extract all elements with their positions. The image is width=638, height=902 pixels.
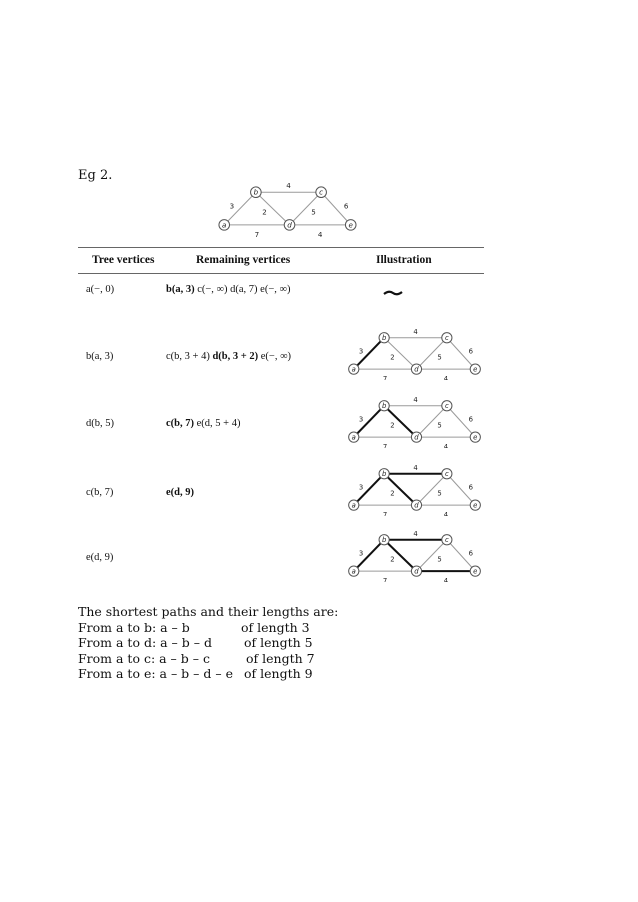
vertex-label-a: a: [222, 220, 227, 230]
vertex-label-d: d: [414, 433, 419, 442]
edge-weight-b-d: 2: [390, 555, 395, 564]
vertex-label-d: d: [414, 567, 419, 576]
illustration-graph-row-3: [342, 462, 490, 516]
edge-weight-c-d: 5: [437, 489, 442, 498]
edge-weight-a-b: 3: [358, 483, 364, 492]
header-illustration: Illustration: [376, 254, 432, 266]
vertex-label-d: d: [287, 220, 292, 230]
tree-vertex-row-1: b(a, 3): [86, 351, 114, 362]
edge-weight-d-e: 4: [443, 442, 449, 448]
vertex-label-c: c: [319, 187, 324, 197]
edge-c-d: [290, 192, 322, 225]
edge-weight-d-e: 4: [443, 374, 449, 380]
summary-intro: The shortest paths and their lengths are:: [78, 604, 339, 619]
edge-weight-c-e: 6: [468, 549, 474, 558]
vertex-label-e: e: [473, 501, 478, 510]
vertex-label-b: b: [381, 470, 387, 479]
remaining-row-3: e(d, 9): [166, 487, 194, 498]
edge-weight-a-d: 7: [382, 442, 388, 448]
edge-b-d: [256, 192, 290, 225]
vertex-label-c: c: [444, 402, 449, 411]
vertex-label-c: c: [444, 470, 449, 479]
vertex-label-a: a: [351, 433, 356, 442]
edge-weight-a-d: 7: [382, 510, 388, 516]
edge-weight-d-e: 4: [443, 576, 449, 582]
edge-weight-c-e: 6: [468, 483, 474, 492]
tree-vertex-row-3: c(b, 7): [86, 487, 114, 498]
summary-path-row: From a to b: a – b of length 3: [78, 619, 310, 635]
summary-path-row: From a to c: a – b – c of length 7: [78, 650, 315, 666]
vertex-label-b: b: [381, 402, 387, 411]
edge-weight-a-b: 3: [358, 415, 364, 424]
edge-weight-a-d: 7: [254, 230, 260, 238]
vertex-label-a: a: [351, 501, 356, 510]
edge-weight-b-d: 2: [390, 421, 395, 430]
edge-weight-c-e: 6: [343, 201, 349, 211]
shortest-paths-summary: [78, 604, 338, 682]
edge-weight-b-d: 2: [262, 207, 267, 217]
vertex-label-e: e: [473, 365, 478, 374]
edge-weight-c-d: 5: [437, 421, 442, 430]
edge-weight-b-c: 4: [413, 395, 418, 404]
edge-weight-d-e: 4: [317, 230, 323, 238]
tree-vertex-row-4: e(d, 9): [86, 552, 114, 563]
edge-weight-c-d: 5: [437, 555, 442, 564]
edge-c-d: [416, 540, 446, 571]
vertex-label-e: e: [473, 433, 478, 442]
edge-weight-c-d: 5: [311, 207, 316, 217]
edge-weight-a-b: 3: [358, 549, 364, 558]
vertex-label-b: b: [381, 536, 387, 545]
edge-weight-b-c: 4: [413, 327, 418, 336]
edge-b-d: [384, 540, 416, 571]
edge-weight-a-d: 7: [382, 374, 388, 380]
edge-weight-c-e: 6: [468, 415, 474, 424]
table-header-rule: [78, 273, 484, 274]
vertex-label-a: a: [351, 567, 356, 576]
vertex-label-e: e: [348, 220, 353, 230]
edge-weight-b-c: 4: [413, 463, 418, 472]
vertex-label-d: d: [414, 501, 419, 510]
vertex-label-a: a: [351, 365, 356, 374]
illustration-graph-row-4: [342, 528, 490, 582]
edge-weight-c-e: 6: [468, 347, 474, 356]
single-vertex-illustration: [382, 287, 404, 299]
edge-weight-b-c: 4: [413, 529, 418, 538]
vertex-label-c: c: [444, 536, 449, 545]
edge-weight-a-d: 7: [382, 576, 388, 582]
remaining-row-2: c(b, 7) e(d, 5 + 4): [166, 418, 241, 429]
edge-weight-d-e: 4: [443, 510, 449, 516]
remaining-row-1: c(b, 3 + 4) d(b, 3 + 2) e(−, ∞): [166, 351, 292, 362]
edge-c-d: [416, 406, 446, 437]
header-tree-vertices: Tree vertices: [92, 254, 155, 266]
edge-b-d: [384, 338, 416, 369]
vertex-label-b: b: [381, 334, 387, 343]
vertex-label-e: e: [473, 567, 478, 576]
illustration-graph-row-2: [342, 394, 490, 448]
edge-weight-a-b: 3: [358, 347, 364, 356]
edge-c-d: [416, 474, 446, 505]
edge-weight-b-d: 2: [390, 489, 395, 498]
header-remaining-vertices: Remaining vertices: [196, 254, 291, 266]
vertex-label-c: c: [444, 334, 449, 343]
vertex-label-d: d: [414, 365, 419, 374]
example-label: Eg 2.: [78, 168, 113, 183]
table-top-rule: [78, 247, 484, 248]
edge-weight-b-c: 4: [286, 181, 291, 191]
summary-path-row: From a to e: a – b – d – e of length 9: [78, 666, 313, 681]
tree-vertex-row-2: d(b, 5): [86, 418, 114, 429]
edge-c-d: [416, 338, 446, 369]
edge-weight-c-d: 5: [437, 353, 442, 362]
summary-path-row: From a to d: a – b – d of length 5: [78, 635, 313, 650]
edge-weight-a-b: 3: [229, 201, 235, 211]
tree-vertex-row-0: a(−, 0): [86, 284, 115, 295]
illustration-graph-row-1: [342, 326, 490, 380]
main-graph: [212, 180, 368, 238]
remaining-row-0: b(a, 3) c(−, ∞) d(a, 7) e(−, ∞): [166, 284, 291, 295]
edge-b-d: [384, 474, 416, 505]
vertex-label-b: b: [253, 187, 259, 197]
edge-b-d: [384, 406, 416, 437]
edge-weight-b-d: 2: [390, 353, 395, 362]
